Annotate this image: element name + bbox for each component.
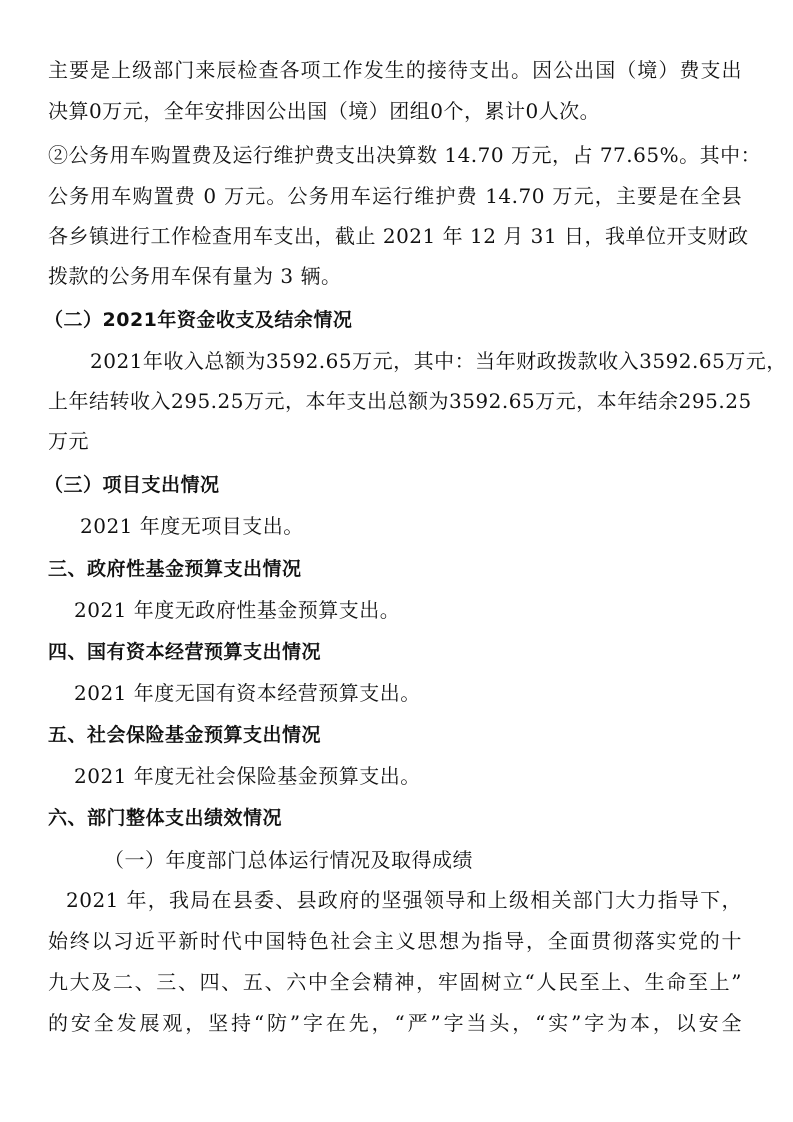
paragraph-line: 主要是上级部门来辰检查各项工作发生的接待支出。因公出国（境）费支出 (48, 58, 742, 82)
subsection-heading: （一）年度部门总体运行情况及取得成绩 (104, 848, 473, 872)
paragraph-line: 始终以习近平新时代中国特色社会主义思想为指导，全面贯彻落实党的十 (48, 929, 742, 953)
section-heading: 四、国有资本经营预算支出情况 (48, 641, 322, 663)
paragraph-line: 万元 (48, 429, 89, 453)
paragraph-line: 2021 年，我局在县委、县政府的坚强领导和上级相关部门大力指导下， (66, 888, 742, 912)
paragraph-line: ②公务用车购置费及运行维护费支出决算数 14.70 万元，占 77.65%。其中： (48, 143, 762, 167)
section-heading: （二）2021年资金收支及结余情况 (44, 309, 353, 331)
section-heading: （三）项目支出情况 (44, 474, 220, 496)
section-heading: 六、部门整体支出绩效情况 (48, 807, 283, 829)
paragraph-line: 各乡镇进行工作检查用车支出，截止 2021 年 12 月 31 日，我单位开支财政 (48, 224, 749, 248)
paragraph-line: 公务用车购置费 0 万元。公务用车运行维护费 14.70 万元，主要是在全县 (48, 184, 742, 208)
paragraph-line: 的安全发展观，坚持“防”字在先，“严”字当头，“实”字为本，以安全 (48, 1011, 742, 1035)
section-heading: 五、社会保险基金预算支出情况 (48, 724, 322, 746)
paragraph-line: 九大及二、三、四、五、六中全会精神，牢固树立“人民至上、生命至上” (48, 970, 742, 994)
paragraph-line: 2021 年度无项目支出。 (80, 514, 304, 538)
paragraph-line: 决算0万元，全年安排因公出国（境）团组0个，累计0人次。 (48, 99, 601, 123)
paragraph-line: 2021 年度无政府性基金预算支出。 (74, 598, 401, 622)
paragraph-line: 2021年收入总额为3592.65万元，其中：当年财政拨款收入3592.65万元， (90, 349, 787, 373)
paragraph-line: 2021 年度无国有资本经营预算支出。 (74, 681, 421, 705)
section-heading: 三、政府性基金预算支出情况 (48, 558, 302, 580)
paragraph-line: 上年结转收入295.25万元，本年支出总额为3592.65万元，本年结余295.25 (48, 389, 752, 413)
paragraph-line: 拨款的公务用车保有量为 3 辆。 (48, 264, 342, 288)
paragraph-line: 2021 年度无社会保险基金预算支出。 (74, 764, 421, 788)
